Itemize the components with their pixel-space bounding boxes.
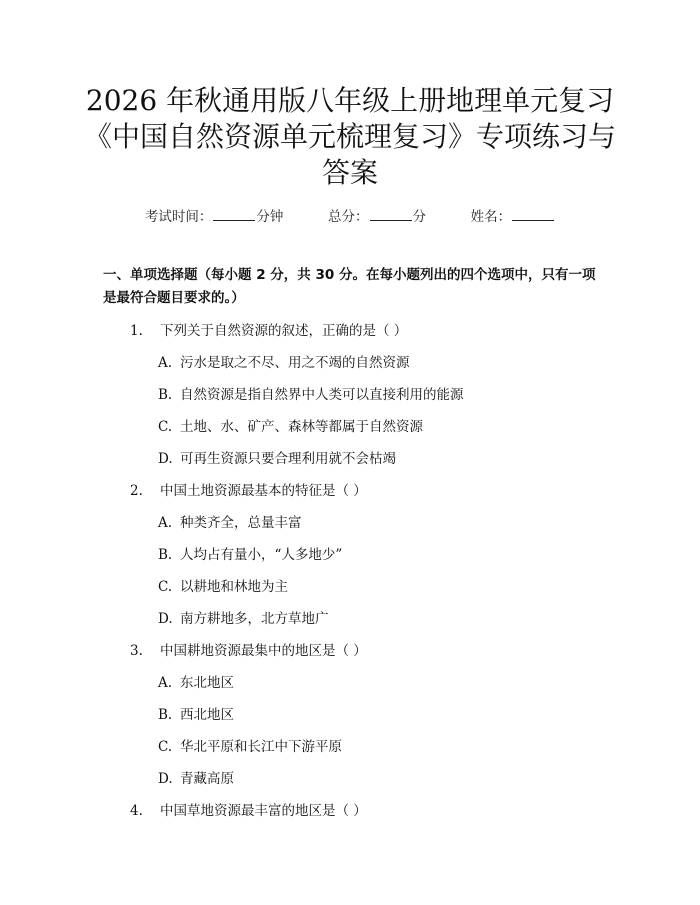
option-text: 污水是取之不尽、用之不竭的自然资源 (180, 355, 410, 371)
document-title-line-1: 2026 年秋通用版八年级上册地理单元复习 (85, 84, 615, 117)
name-label: 姓名： (470, 209, 512, 225)
option-text: 自然资源是指自然界中人类可以直接利用的能源 (180, 387, 464, 403)
option-text: 西北地区 (180, 707, 234, 723)
document-title-line-3: 答案 (321, 156, 378, 189)
option-2b (158, 543, 342, 563)
option-3d (158, 767, 234, 787)
option-letter: D. (158, 451, 173, 467)
option-text: 土地、水、矿产、森林等都属于自然资源 (180, 419, 423, 435)
question-text: 中国草地资源最丰富的地区是（ ） (160, 803, 367, 819)
option-1b (158, 383, 464, 403)
option-text: 以耕地和林地为主 (180, 579, 288, 595)
option-letter: D. (158, 611, 173, 627)
question-number: 1. (130, 323, 143, 339)
document-title-line-2: 《中国自然资源单元梳理复习》专项练习与 (83, 120, 616, 153)
question-number: 2. (130, 483, 143, 499)
option-1d (158, 447, 396, 467)
option-3a (158, 671, 234, 691)
option-text: 可再生资源只要合理利用就不会枯竭 (180, 451, 396, 467)
score-blank (370, 208, 412, 221)
score-label: 总分： (328, 209, 369, 225)
exam-meta-line (0, 205, 700, 225)
option-2c (158, 575, 288, 595)
question-number: 3. (130, 643, 143, 659)
time-blank (213, 208, 255, 221)
section-heading: 一、单项选择题（每小题 2 分，共 30 分。在每小题列出的四个选项中，只有一项是最符合题目要求的。） (103, 267, 596, 306)
option-letter: C. (158, 579, 173, 595)
question-number: 4. (130, 803, 143, 819)
question-text: 中国耕地资源最集中的地区是（ ） (160, 643, 367, 659)
time-unit: 分钟 (256, 209, 284, 225)
option-text: 青藏高原 (180, 771, 234, 787)
option-2a (158, 511, 302, 531)
option-letter: B. (158, 387, 173, 403)
option-letter: D. (158, 771, 173, 787)
option-1c (158, 415, 423, 435)
option-letter: C. (158, 419, 173, 435)
question-2 (130, 479, 367, 499)
option-1a (158, 351, 410, 371)
question-text: 中国土地资源最基本的特征是（ ） (160, 483, 367, 499)
option-letter: A. (158, 675, 173, 691)
option-3c (158, 735, 342, 755)
question-text: 下列关于自然资源的叙述，正确的是（ ） (160, 323, 408, 339)
name-blank (512, 208, 554, 221)
question-3 (130, 639, 367, 659)
option-text: 华北平原和长江中下游平原 (180, 739, 342, 755)
option-letter: A. (158, 355, 173, 371)
question-1 (130, 319, 407, 339)
option-text: 人均占有量小，“人多地少” (180, 547, 343, 563)
option-text: 东北地区 (180, 675, 234, 691)
option-text: 种类齐全，总量丰富 (180, 515, 302, 531)
question-4 (130, 799, 367, 819)
option-letter: A. (158, 515, 173, 531)
option-letter: B. (158, 547, 173, 563)
score-unit: 分 (412, 209, 426, 225)
option-letter: C. (158, 739, 173, 755)
option-letter: B. (158, 707, 173, 723)
option-text: 南方耕地多，北方草地广 (180, 611, 329, 627)
option-2d (158, 607, 329, 627)
time-label: 考试时间： (144, 209, 213, 225)
option-3b (158, 703, 234, 723)
